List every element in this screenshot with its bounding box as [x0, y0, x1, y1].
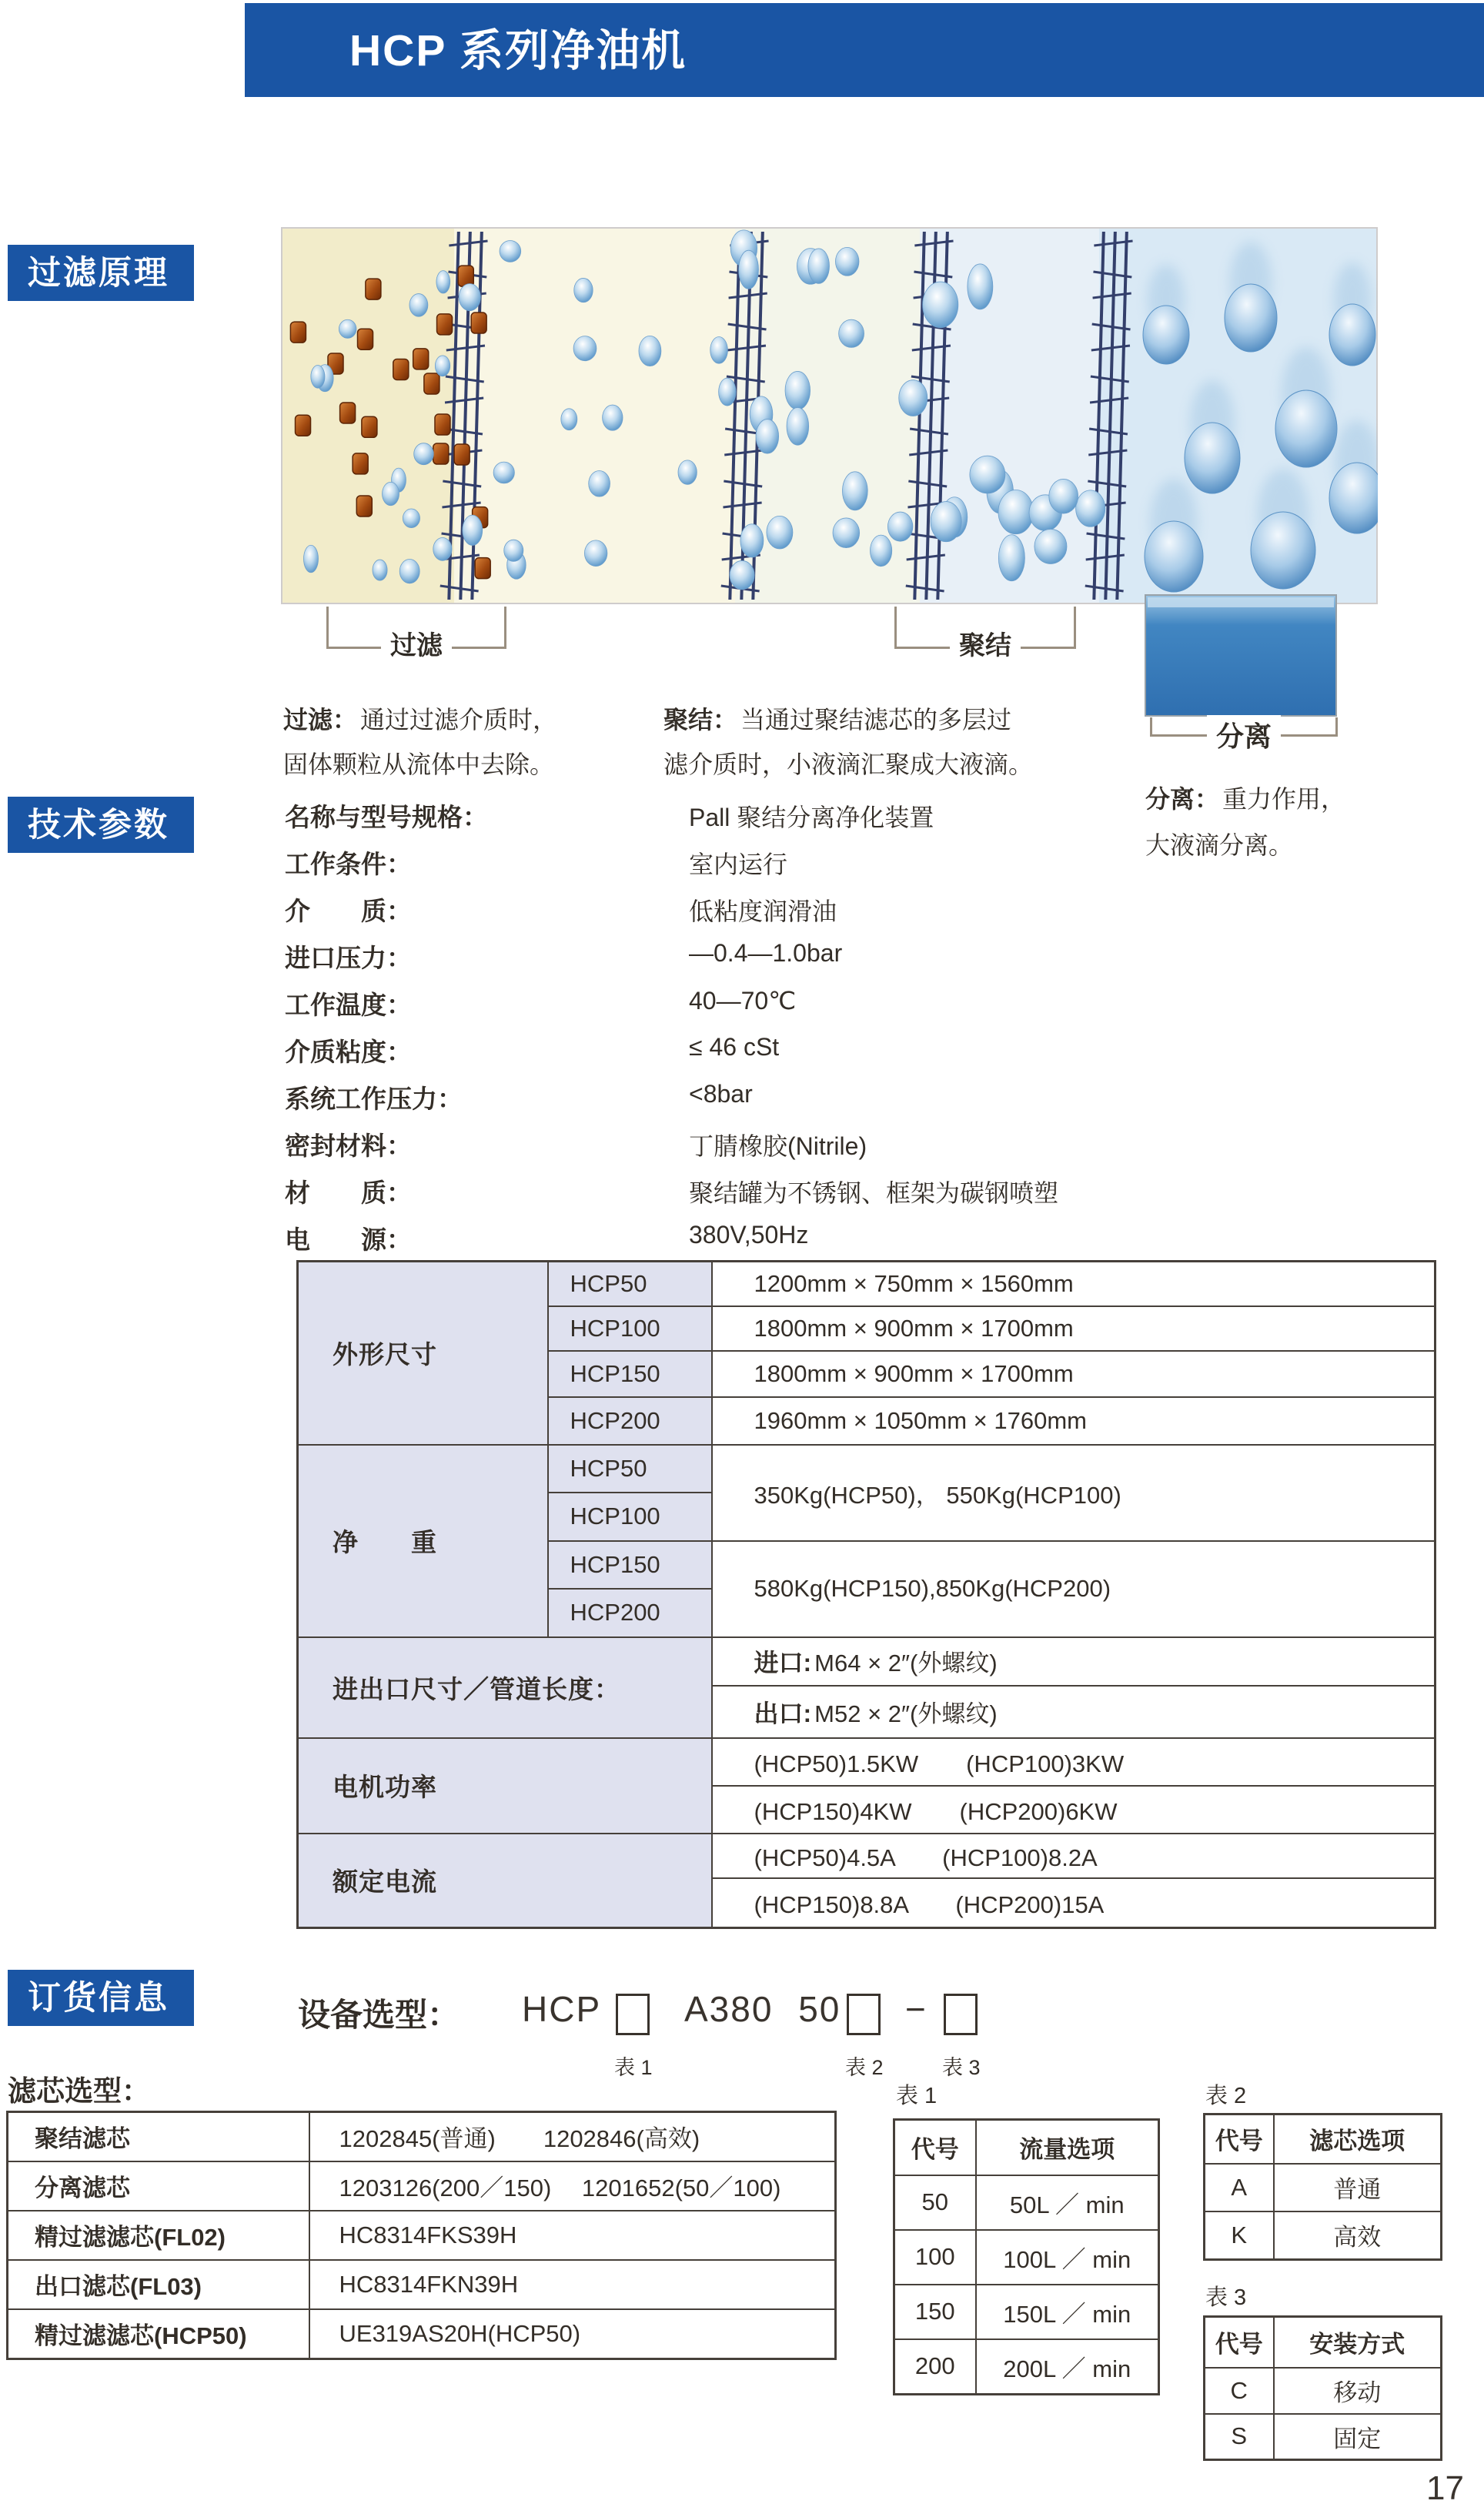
caption-coalesce-line1: 当通过聚结滤芯的多层过 [740, 706, 1012, 734]
spec-model: HCP50 [548, 1262, 712, 1306]
param-row: 密封材料： 丁腈橡胶(Nitrile) [285, 1132, 867, 1160]
spec-dim-value: 1200mm × 750mm × 1560mm [712, 1262, 1436, 1306]
caption-filter-line1: 通过过滤介质时， [360, 706, 558, 734]
spec-io-value: 出口: M52 × 2″(外螺纹) [712, 1686, 1436, 1738]
bracket-filter [326, 607, 506, 660]
caption-coalesce-term: 聚结： [663, 706, 738, 734]
caption-separate-line2: 大液滴分离。 [1145, 831, 1294, 859]
spec-io-label: 进出口尺寸／管道长度： [298, 1637, 712, 1738]
spec-model: HCP50 [548, 1445, 712, 1493]
spec-current-value: (HCP50)4.5A (HCP100)8.2A [712, 1834, 1436, 1878]
table1-caption: 表 1 [896, 2084, 938, 2108]
stage-label-coalesce: 聚结 [950, 624, 1021, 662]
box-ref-3: 表 3 [942, 2056, 981, 2079]
param-row: 材 质： 聚结罐为不锈钢、框架为碳钢喷塑 [285, 1178, 1059, 1207]
stage-label-filter: 过滤 [381, 624, 452, 662]
section-label-principle: 过滤原理 [8, 245, 194, 301]
model-option-box-3 [944, 1994, 978, 2035]
spec-weight-value: 350Kg(HCP50)， 550Kg(HCP100) [712, 1445, 1436, 1541]
param-row: 进口压力： —0.4—1.0bar [285, 939, 843, 972]
page-number: 17 [1426, 2469, 1464, 2507]
caption-filter-line2: 固体颗粒从流体中去除。 [283, 751, 555, 778]
spec-power-label: 电机功率 [298, 1738, 712, 1834]
spec-model: HCP100 [548, 1493, 712, 1541]
section-label-tech: 技术参数 [8, 797, 194, 853]
page-title: HCP 系列净油机 [349, 26, 687, 75]
section-label-order: 订货信息 [8, 1970, 194, 2026]
box-ref-1: 表 1 [614, 2056, 653, 2079]
caption-coalesce [663, 697, 1033, 787]
bracket-coalesce [894, 607, 1076, 660]
param-row: 介质粘度： ≤ 46 cSt [285, 1033, 780, 1066]
mounting-option-table: 代号 安装方式 C 移动 S 固定 [1203, 2315, 1442, 2461]
model-prefix: HCP [522, 1989, 602, 2029]
model-mid: A380 50 [684, 1989, 841, 2029]
spec-model: HCP100 [548, 1306, 712, 1351]
table3-caption: 表 3 [1205, 2285, 1247, 2310]
spec-dim-label: 外形尺寸 [298, 1262, 548, 1445]
spec-model: HCP200 [548, 1397, 712, 1445]
spec-model: HCP150 [548, 1541, 712, 1589]
spec-power-value: (HCP50)1.5KW (HCP100)3KW [712, 1738, 1436, 1786]
spec-weight-value: 580Kg(HCP150),850Kg(HCP200) [712, 1541, 1436, 1637]
spec-model: HCP150 [548, 1351, 712, 1397]
caption-separate-line1: 重力作用， [1222, 785, 1346, 813]
model-dash: − [905, 1989, 926, 2029]
model-select-label: 设备选型： [298, 1997, 460, 2033]
caption-separate [1145, 776, 1345, 868]
spec-dim-value: 1800mm × 900mm × 1700mm [712, 1351, 1436, 1397]
param-row: 工作温度： 40—70℃ [285, 987, 797, 1019]
filter-select-label: 滤芯选型： [8, 2075, 150, 2107]
caption-filter [283, 697, 557, 787]
caption-coalesce-line2: 滤介质时，小液滴汇聚成大液滴。 [663, 751, 1034, 778]
model-option-box-2 [847, 1994, 881, 2035]
spec-io-value: 进口: M64 × 2″(外螺纹) [712, 1637, 1436, 1686]
param-row: 名称与型号规格： Pall 聚结分离净化装置 [285, 803, 934, 831]
spec-model: HCP200 [548, 1589, 712, 1637]
table2-caption: 表 2 [1205, 2084, 1247, 2108]
model-option-box-1 [616, 1994, 650, 2035]
caption-separate-term: 分离： [1145, 785, 1220, 813]
param-row: 工作条件： 室内运行 [285, 850, 788, 878]
filter-element-table: 聚结滤芯 1202845(普通) 1202846(高效) 分离滤芯 1203126(200／150) 1201652(50／100) 精过滤滤芯(FL02) HC8314FKS39H 出口滤芯(FL03) HC8314FKN39H 精过滤滤芯(HCP50) UE319AS20H(HCP50) [6, 2111, 837, 2360]
param-row: 电 源： 380V,50Hz [285, 1221, 809, 1254]
bracket-separate [1150, 717, 1338, 752]
stage-label-separate: 分离 [1207, 715, 1281, 754]
param-row: 介 质： 低粘度润滑油 [285, 897, 837, 925]
box-ref-2: 表 2 [845, 2056, 884, 2079]
spec-weight-label: 净 重 [298, 1445, 548, 1637]
param-row: 系统工作压力： <8bar [285, 1080, 753, 1113]
spec-current-label: 额定电流 [298, 1834, 712, 1928]
caption-filter-term: 过滤： [283, 706, 358, 734]
spec-power-value: (HCP150)4KW (HCP200)6KW [712, 1786, 1436, 1834]
page-header-bar [245, 3, 1484, 97]
element-option-table: 代号 滤芯选项 A 普通 K 高效 [1203, 2113, 1442, 2261]
spec-dim-value: 1960mm × 1050mm × 1760mm [712, 1397, 1436, 1445]
spec-current-value: (HCP150)8.8A (HCP200)15A [712, 1878, 1436, 1928]
spec-table [296, 1260, 1436, 1929]
flow-option-table: 代号 流量选项 50 50L ／ min 100 100L ／ min 150 150L ／ min 200 200L ／ min [893, 2118, 1160, 2395]
spec-dim-value: 1800mm × 900mm × 1700mm [712, 1306, 1436, 1351]
